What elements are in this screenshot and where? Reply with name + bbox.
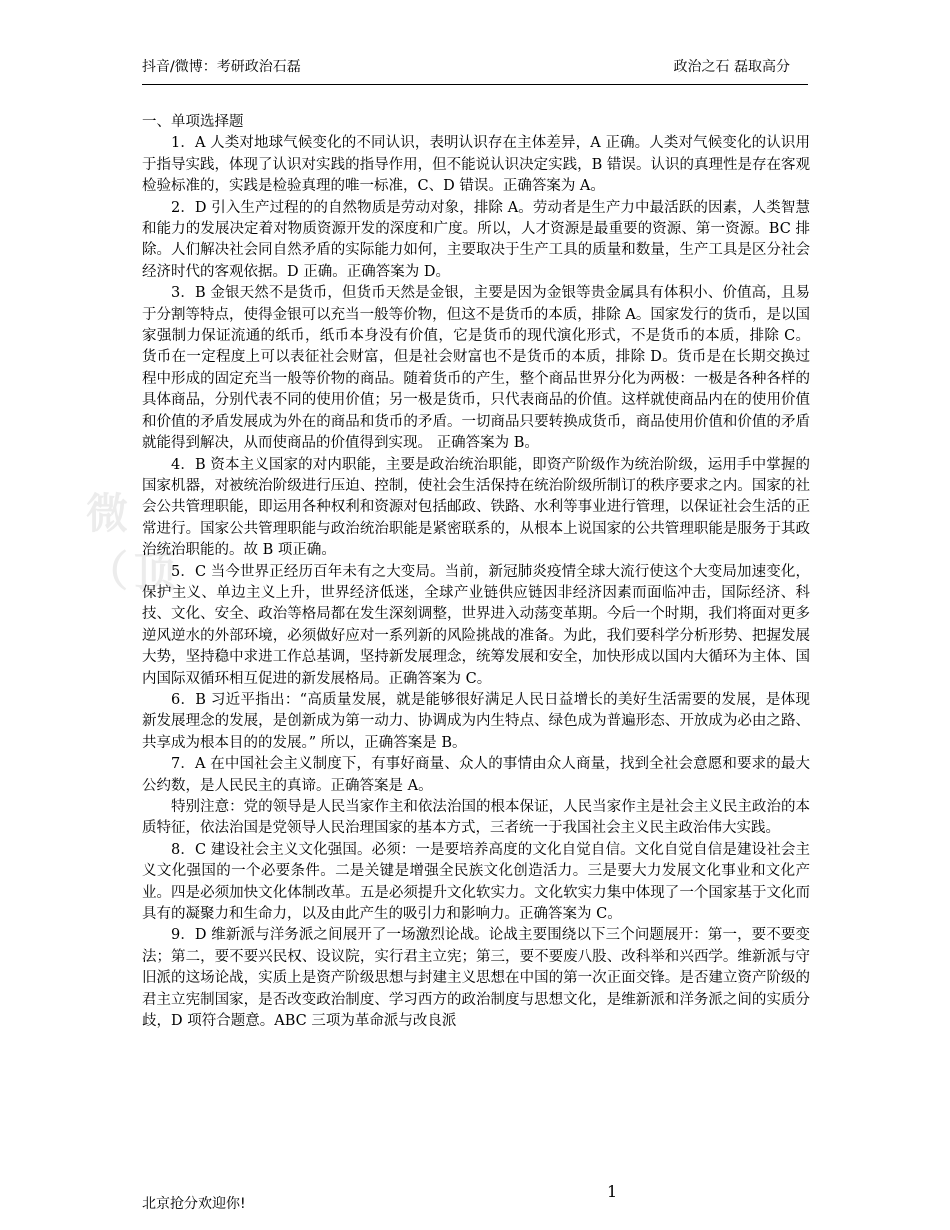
footer-text: 北京抢分欢迎你! <box>142 1196 246 1212</box>
answer-5: 5．C 当今世界正经历百年未有之大变局。当前，新冠肺炎疫情全球大流行使这个大变局加速变化，保护主义、单边主义上升，世界经济低迷，全球产业链供应链因非经济因素而面临冲击，国际经济、科技、文化、安全、政治等格局都在发生深刻调整，世界进入动荡变革期。今后一个时期，我们将面对更多逆风逆水的外部环境，必须做好应对一系列新的风险挑战的准备。为此，我们要科学分析形势、把握发展大势，坚持稳中求进工作总基调，坚持新发展理念，统筹发展和安全，加快形成以国内大循环为主体、国内国际双循环相互促进的新发展格局。正确答案为 C。 <box>142 563 810 687</box>
header-divider <box>142 84 808 85</box>
page-number: 1 <box>607 1182 618 1201</box>
header-author: 抖音/微博：考研政治石磊 <box>142 59 301 75</box>
answer-3: 3．B 金银天然不是货币，但货币天然是金银，主要是因为金银等贵金属具有体积小、价值高，且易于分割等特点，使得金银可以充当一般等价物，但这不是货币的本质，排除 A。国家发行的货币，是以国家强制力保证流通的纸币，纸币本身没有价值，它是货币的现代演化形式，不是货币的本质，排除 C。货币在一定程度上可以表征社会财富，但是社会财富也不是货币的本质，排除 D。货币是在长期交换过程中形成的固定充当一般等价物的商品。随着货币的产生，整个商品世界分化为两极：一极是各种各样的具体商品，分别代表不同的使用价值；另一极是货币，只代表商品的价值。这样就使商品内在的使用价值和价值的矛盾发展成为外在的商品和货币的矛盾。一切商品只要转换成货币，商品使用价值和价值的矛盾就能得到解决，从而使商品的价值得到实现。 正确答案为 B。 <box>142 285 810 452</box>
section-title: 一、单项选择题 <box>142 114 244 130</box>
page-header <box>142 56 808 78</box>
page-footer <box>142 1182 808 1216</box>
header-slogan: 政治之石 磊取高分 <box>673 59 790 75</box>
answer-1: 1．A 人类对地球气候变化的不同认识，表明认识存在主体差异，A 正确。人类对气候变化的认识用于指导实践，体现了认识对实践的指导作用，但不能说认识决定实践，B 错误。认识的真理性是存在客观检验标准的，实践是检验真理的唯一标准，C、D 错误。正确答案为 A。 <box>142 135 810 195</box>
special-note: 特别注意：党的领导是人民当家作主和依法治国的根本保证，人民当家作主是社会主义民主政治的本质特征，依法治国是党领导人民治理国家的基本方式，三者统一于我国社会主义民主政治伟大实践。 <box>142 799 810 837</box>
watermark-line-1: 微 <box>86 489 135 538</box>
document-body <box>142 112 810 1032</box>
answer-4: 4．B 资本主义国家的对内职能，主要是政治统治职能，即资产阶级作为统治阶级，运用手中掌握的国家机器，对被统治阶级进行压迫、控制，使社会生活保持在统治阶级所制订的秩序要求之内。国家的社会公共管理职能，即运用各种权利和资源对包括邮政、铁路、水利等事业进行管理，以保证社会生活的正常进行。国家公共管理职能与政治统治职能是紧密联系的，从根本上说国家的公共管理职能是服务于其政治统治职能的。故 B 项正确。 <box>142 456 810 559</box>
answer-9: 9．D 维新派与洋务派之间展开了一场激烈论战。论战主要围绕以下三个问题展开：第一，要不要变法；第二，要不要兴民权、设议院，实行君主立宪；第三，要不要废八股、改科举和兴西学。维新派与守旧派的这场论战，实质上是资产阶级思想与封建主义思想在中国的第一次正面交锋。是否建立资产阶级的君主立宪制国家，是否改变政治制度、学习西方的政治制度与思想文化，是维新派和洋务派之间的实质分歧，D 项符合题意。ABC 三项为革命派与改良派 <box>142 927 810 1030</box>
answer-8: 8．C 建设社会主义文化强国。必须：一是要培养高度的文化自觉自信。文化自觉自信是建设社会主义文化强国的一个必要条件。二是关键是增强全民族文化创造活力。三是要大力发展文化事业和文化产业。四是必须加快文化体制改革。五是必须提升文化软实力。文化软实力集中体现了一个国家基于文化而具有的凝聚力和生命力，以及由此产生的吸引力和影响力。正确答案为 C。 <box>142 841 810 923</box>
answer-2: 2．D 引入生产过程的的自然物质是劳动对象，排除 A。劳动者是生产力中最活跃的因素，人类智慧和能力的发展决定着对物质资源开发的深度和广度。所以，人才资源是最重要的资源、第一资源。BC 排除。人们解决社会同自然矛盾的实际能力如何，主要取决于生产工具的质量和数量，生产工具是区分社会经济时代的客观依据。D 正确。正确答案为 D。 <box>142 199 810 280</box>
watermark-line-2: （顶 <box>86 547 183 596</box>
answer-7: 7．A 在中国社会主义制度下，有事好商量、众人的事情由众人商量，找到全社会意愿和要求的最大公约数，是人民民主的真谛。正确答案是 A。 <box>142 756 810 794</box>
answer-6: 6．B 习近平指出：“高质量发展，就是能够很好满足人民日益增长的美好生活需要的发展，是体现新发展理念的发展，是创新成为第一动力、协调成为内生特点、绿色成为普遍形态、开放成为必由之路、共享成为根本目的的发展。” 所以，正确答案是 B。 <box>142 691 810 751</box>
